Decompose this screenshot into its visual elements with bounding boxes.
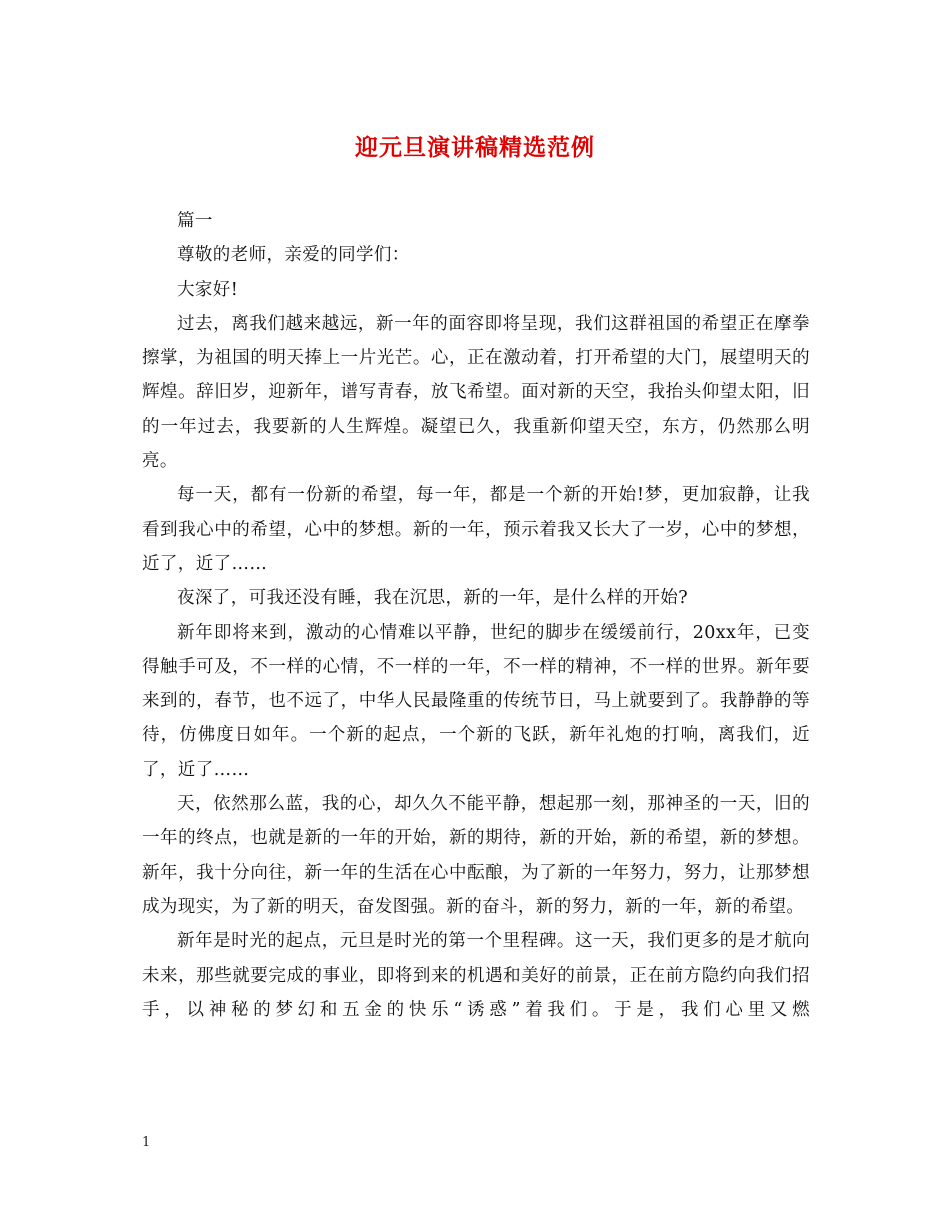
paragraph-body: 夜深了，可我还没有睡，我在沉思，新的一年，是什么样的开始? (177, 588, 688, 609)
paragraph-body: 过去，离我们越来越远，新一年的面容即将呈现，我们这群祖国的希望正在摩拳擦掌，为祖国的明天捧上一片光芒。心，正在激动着，打开希望的大门，展望明天的辉煌。辞旧岁，迎新年，谱写青春，放飞希望。面对新的天空，我抬头仰望太阳，旧的一年过去，我要新的人生辉煌。凝望已久，我重新仰望天空，东方，仍然那么明亮。 (142, 313, 810, 472)
paragraph-section-label: 篇一 (177, 211, 213, 231)
paragraph-greeting-audience: 尊敬的老师，亲爱的同学们： (177, 245, 410, 266)
paragraph-body: 新年即将来到，激动的心情难以平静，世纪的脚步在缓缓前行，20xx年，已变得触手可及，不一样的心情，不一样的一年，不一样的精神，不一样的世界。新年要来到的，春节，也不远了，中华人民最隆重的传统节日，马上就要到了。我静静的等待，仿佛度日如年。一个新的起点，一个新的飞跃，新年礼炮的打响，离我们，近了，近了…… (142, 622, 810, 780)
page-number: 1 (142, 1135, 151, 1150)
paragraph-body: 天，依然那么蓝，我的心，却久久不能平静，想起那一刻，那神圣的一天，旧的一年的终点，也就是新的一年的开始，新的期待，新的开始，新的希望，新的梦想。新年，我十分向往，新一年的生活在心中酝酿，为了新的一年努力，努力，让那梦想成为现实，为了新的明天，奋发图强。新的奋斗，新的努力，新的一年，新的希望。 (142, 794, 810, 917)
document-body (142, 204, 810, 1027)
paragraph-body: 每一天，都有一份新的希望，每一年，都是一个新的开始!梦，更加寂静，让我看到我心中的希望，心中的梦想。新的一年，预示着我又长大了一岁，心中的梦想，近了，近了…… (142, 485, 810, 574)
paragraph-greeting: 大家好! (177, 279, 239, 300)
document-title: 迎元旦演讲稿精选范例 (355, 135, 595, 161)
paragraph-body-continued: 新年是时光的起点，元旦是时光的第一个里程碑。这一天，我们更多的是才航向未来，那些就要完成的事业，即将到来的机遇和美好的前景，正在前方隐约向我们招手，以神秘的梦幻和五金的快乐“诱惑”着我们。于是，我们心里又燃 (142, 931, 810, 1020)
